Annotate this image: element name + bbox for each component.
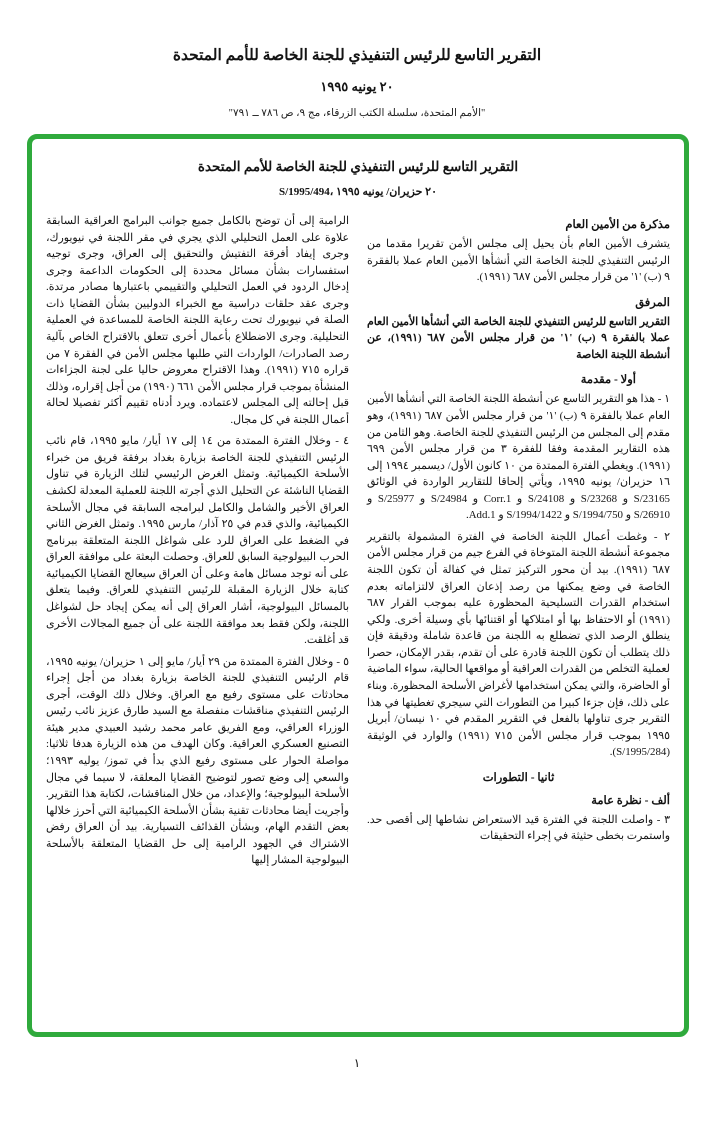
annex-title: التقرير التاسع للرئيس التنفيذي للجنة الخاصة التي أنشأها الأمين العام عملا بالفقرة ٩ (ب) '١' من قرار مجلس الأمن ٦٨٧ (١٩٩١)، عن أنشطة اللجنة الخاصة: [367, 315, 671, 361]
section-heading-overview: ألف - نظرة عامة: [591, 794, 670, 807]
two-column-text: [46, 208, 670, 874]
section-heading-annex: المرفق: [635, 296, 670, 309]
paragraph-3-start: ٣ - واصلت اللجنة في الفترة قيد الاستعراض نشاطها إلى أقصى حد. واستمرت بخطى حثيثة في إجراء التحقيقات: [367, 813, 670, 843]
header-source-line: "الأمم المتحدة، سلسلة الكتب الزرقاء، مج ٩، ص ٧٨٦ ــ ٧٩١": [228, 108, 486, 119]
column-left: [46, 208, 349, 874]
header-date: ٢٠ يونيه ١٩٩٥: [320, 79, 394, 94]
paragraph-4: ٤ - وخلال الفترة الممتدة من ١٤ إلى ١٧ أيار/ مايو ١٩٩٥، قام نائب الرئيس التنفيذي للجنة الخاصة بزيارة بغداد برفقة فريق من خبراء الأسلحة الكيميائية. وتمثل الغرض الرئيسي لتلك الزيارة في تناول القضايا الناشئة عن التحليل الذي أجرته اللجنة للعملية المعدلة لكشف العراق الأخير والشامل والكامل لبرامجه السابقة في مجال الأسلحة الكيميائية، والذي قدم في ٢٥ آذار/ مارس ١٩٩٥. وتمثل الغرض الثاني في الضغط على العراق للرد على شواغل اللجنة المتعلقة ببرنامج الحرب البيولوجية السابق للعراق. وحصلت البعثة على موافقة العراق على أنه توجد مسائل هامة وعلى أن العراق سيعالج القضايا الكيميائية كتابة خلال الزيارة المقبلة للرئيس التنفيذي للعراق. وفيما يتعلق بالمسائل البيولوجية، أشار العراق إلى أنه يمكن إيجاد حل لشواغل اللجنة، ولكن فقط بعد موافقة اللجنة على أن جميع المجالات الأخرى قد أغلقت.: [46, 435, 349, 647]
section-heading-note-by-secretary-general: مذكرة من الأمين العام: [565, 219, 670, 231]
paragraph-1: ١ - هذا هو التقرير التاسع عن أنشطة اللجنة الخاصة التي أنشأها الأمين العام عملا بالفقرة ٩ (ب) '١' من قرار مجلس الأمن ٦٨٧ (١٩٩١)، وهو مقدم إلى المجلس من الرئيس التنفيذي للجنة الخاصة. وهو الثامن من هذه التقارير المقدمة وفقا للفقرة ٣ من قرار مجلس الأمن ٦٩٩ (١٩٩١). ويغطي الفترة الممتدة من ١٠ كانون الأول/ ديسمبر ١٩٩٤ إلى ١٦ حزيران/ يونيه ١٩٩٥، ويأتي إلحاقا للتقارير الواردة في الوثائق S/23165 و S/23268 و S/24108 و Corr.1 و S/24984 و S/25977 و S/26910 و S/1994/750 و S/1994/1422 و Add.1.: [367, 393, 671, 522]
note-paragraph: يتشرف الأمين العام بأن يحيل إلى مجلس الأمن تقريرا مقدما من الرئيس التنفيذي للجنة الخاصة التي أنشأها الأمين العام عملا بالفقرة ٩ (ب) '١' من قرار مجلس الأمن ٦٨٧ (١٩٩١).: [367, 238, 670, 284]
section-heading-developments: ثانيا - التطورات: [482, 771, 555, 784]
paragraph-3-continuation: الرامية إلى أن توضح بالكامل جميع جوانب البرامج العراقية السابقة علاوة على العمل التحليلي الذي يجري في مقر اللجنة في نيويورك، وجرى إيفاد أفرقة التفتيش والتحقيق إلى العراق، وجرى توجيه استفسارات بشأن مسائل محددة إلى الحكومات الداعمة وجرى إدخال الردود في العمل التحليلي والتقييمي باعتبارها مصادر مرتدة. وجرى عقد حلقات دراسية مع الخبراء الدوليين بشأن القضايا ذات الصلة في نيويورك تحت رعاية اللجنة الخاصة للمساعدة في العملية التحليلية. وجرى الاضطلاع بأعمال أخرى تتعلق بالاقتراح الخاص بآلية رصد الصادرات/ الواردات التي طلبها مجلس الأمن في الفقرة ٧ من قراره ٧١٥ (١٩٩١). وهذا الاقتراح معروض حاليا على لجنة الجزاءات المنشأة بموجب قرار مجلس الأمن ٦٦١ (١٩٩٠) من أجل إقراره، وذلك قبل إحالته إلى المجلس لاعتماده. ويرد أدناه تقييم أكثر تفصيلا لحالة أعمال اللجنة في كل مجال.: [46, 215, 350, 426]
paragraph-2: ٢ - وغطت أعمال اللجنة الخاصة في الفترة المشمولة بالتقرير مجموعة أنشطة اللجنة المتوخاة في الفرع جيم من قرار مجلس الأمن ٦٨٧ (١٩٩١). بيد أن محور التركيز تمثل في كفالة أن تكون اللجنة الخاصة في وضع يمكنها من رصد إذعان العراق لالتزاماته بعدم استخدام القدرات التسليحية المحظورة عليه بموجب القرار ٦٨٧ (١٩٩١) أو الاحتفاظ بها أو امتلاكها أو اقتنائها بأي وسيلة أخرى. ولكي ينطلق الرصد الذي تضطلع به اللجنة من قاعدة شاملة ودقيقة فإن ذلك يتطلب أن تكون اللجنة قادرة على أن تقدم، بقدر الإمكان، حصرا لعملية التخلص من القدرات العراقية أو مواقعها الحالية، سواء الماضية أو الحاضرة، والتي يمكن استخدامها لأغراض الأسلحة المحظورة. وبناء على ذلك، فإن جزءا كبيرا من التطورات التي سيجري تغطيتها في هذا التقرير جرى تناولها بالفعل في التقرير المقدم في ١٠ نيسان/ أبريل ١٩٩٥ بموجب قرار مجلس الأمن ٧١٥ (١٩٩١) والوارد في الوثيقة (S/1995/284).: [367, 530, 671, 759]
document-frame: [27, 134, 689, 1037]
section-heading-introduction: أولا - مقدمة: [580, 374, 636, 387]
header-title: التقرير التاسع للرئيس التنفيذي للجنة الخاصة للأمم المتحدة: [172, 47, 542, 64]
page-number: ١: [353, 1056, 361, 1070]
paragraph-5: ٥ - وخلال الفترة الممتدة من ٢٩ أيار/ مايو إلى ١ حزيران/ يونيه ١٩٩٥، قام الرئيس التنفيذي للجنة الخاصة بزيارة بغداد من أجل إجراء محادثات على مستوى رفيع مع العراق. وخلال ذلك الوقت، أجرى الرئيس التنفيذي مناقشات منفصلة مع السيد طارق عزيز نائب رئيس الوزراء العراقي، ومع الفريق عامر محمد رشيد العبيدي مدير هيئة التصنيع العسكري العراقية. وكان الهدف من هذه الزيارة هدفا ثلاثيا: مواصلة الحوار على مستوى رفيع الذي بدأ في تموز/ يوليه ١٩٩٣؛ والسعي إلى وضع تصور لتوضيح القضايا المعلقة، لا سيما في مجال الأسلحة البيولوجية؛ والإعداد، من خلال المناقشات، لكتابة هذا التقرير. وأجريت أيضا محادثات تقنية بشأن الأسلحة الكيميائية التي أحرز خلالها بعض التقدم الهام، وبشأن القذائف التسيارية. بيد أن العراق رفض الاشتراك في الجهود الرامية إلى حل القضايا المتعلقة بالأسلحة البيولوجية المشار إليها: [46, 655, 349, 867]
document-title: التقرير التاسع للرئيس التنفيذي للجنة الخاصة للأمم المتحدة: [197, 159, 519, 174]
document-reference: S/1995/494، ٢٠ حزيران/ يونيه ١٩٩٥: [279, 186, 437, 198]
page-header: [0, 0, 714, 119]
column-right: [367, 208, 670, 850]
